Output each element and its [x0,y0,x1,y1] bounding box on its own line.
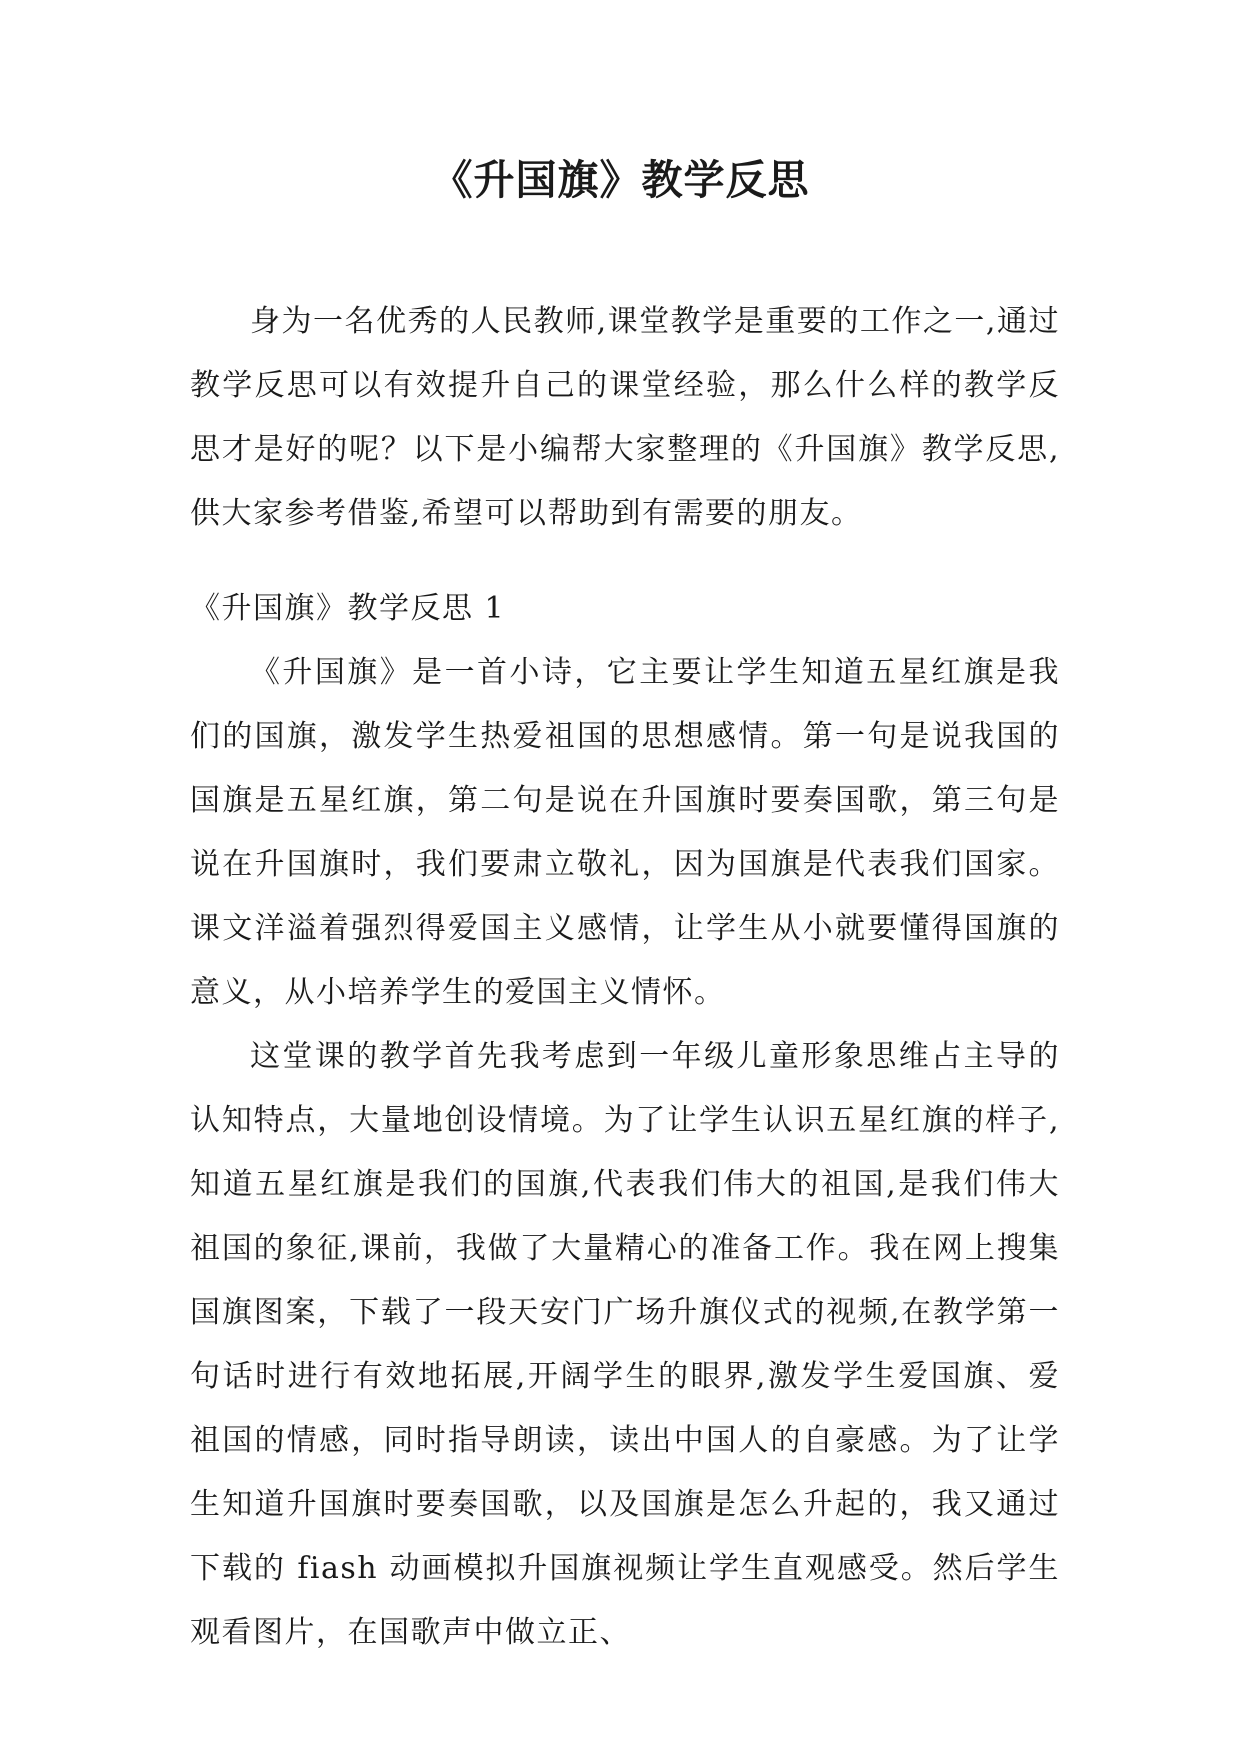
intro-section [190,290,1060,546]
section-body [190,641,1060,1665]
body-paragraph: 《升国旗》是一首小诗，它主要让学生知道五星红旗是我们的国旗，激发学生热爱祖国的思想感情。第一句是说我国的国旗是五星红旗，第二句是说在升国旗时要奏国歌，第三句是说在升国旗时，我们要肃立敬礼，因为国旗是代表我们国家。课文洋溢着强烈得爱国主义感情，让学生从小就要懂得国旗的意义，从小培养学生的爱国主义情怀。 [190,655,1060,1010]
section-heading: 《升国旗》教学反思 1 [190,591,506,626]
body-paragraph: 这堂课的教学首先我考虑到一年级儿童形象思维占主导的认知特点，大量地创设情境。为了让学生认识五星红旗的样子,知道五星红旗是我们的国旗,代表我们伟大的祖国,是我们伟大祖国的象征,课前，我做了大量精心的准备工作。我在网上搜集国旗图案，下载了一段天安门广场升旗仪式的视频,在教学第一句话时进行有效地拓展,开阔学生的眼界,激发学生爱国旗、爱祖国的情感，同时指导朗读，读出中国人的自豪感。为了让学生知道升国旗时要奏国歌，以及国旗是怎么升起的，我又通过下载的 fiash 动画模拟升国旗视频让学生直观感受。然后学生观看图片，在国歌声中做立正、 [190,1039,1060,1650]
intro-paragraph: 身为一名优秀的人民教师,课堂教学是重要的工作之一,通过教学反思可以有效提升自己的课堂经验，那么什么样的教学反思才是好的呢？以下是小编帮大家整理的《升国旗》教学反思,供大家参考借鉴,希望可以帮助到有需要的朋友。 [190,304,1060,531]
document-title: 《升国旗》教学反思 [431,156,810,204]
